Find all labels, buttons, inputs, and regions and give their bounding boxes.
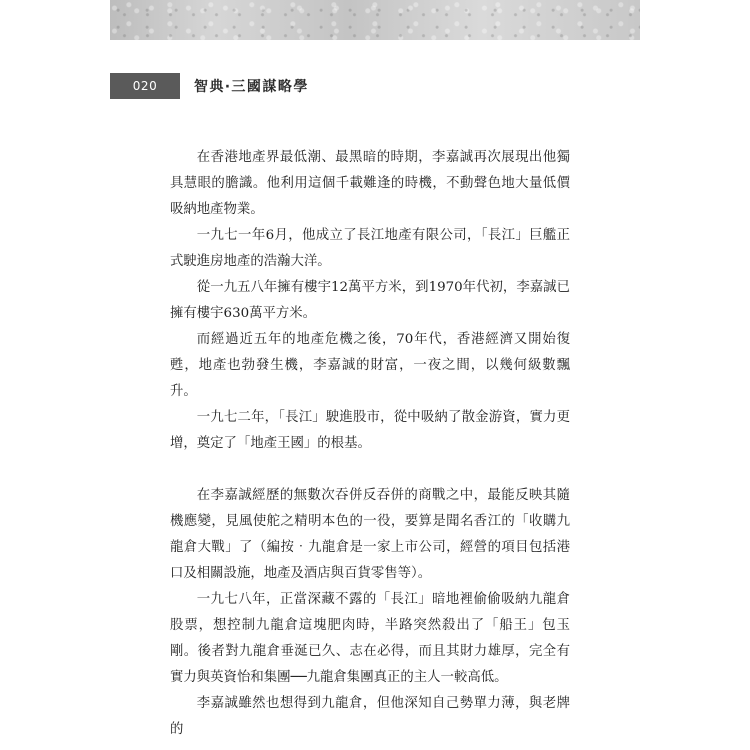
paragraph: 一九七一年6月，他成立了長江地產有限公司，「長江」巨艦正式駛進房地產的浩瀚大洋。 bbox=[170, 228, 570, 269]
book-title: 智典‧三國謀略學 bbox=[194, 79, 309, 95]
paragraph: 李嘉誠雖然也想得到九龍倉，但他深知自己勢單力薄，與老牌的 bbox=[170, 696, 570, 737]
body-text bbox=[170, 145, 570, 743]
paragraph: 在李嘉誠經歷的無數次吞併反吞併的商戰之中，最能反映其隨機應變，見風使舵之精明本色的一役，要算是聞名香江的「收購九龍倉大戰」了（編按‧九龍倉是一家上市公司，經營的項目包括港口及相關設施，地產及酒店與百貨零售等）。 bbox=[170, 488, 570, 581]
page-header bbox=[110, 73, 640, 99]
paragraph: 一九七八年，正當深藏不露的「長江」暗地裡偷偷吸納九龍倉股票，想控制九龍倉這塊肥肉時，半路突然殺出了「船王」包玉剛。後者對九龍倉垂涎已久、志在必得，而且其財力雄厚，完全有實力與英資怡和集團──九龍倉集團真正的主人一較高低。 bbox=[170, 592, 570, 685]
paragraph: 一九七二年，「長江」駛進股市，從中吸納了散金游資，實力更增，奠定了「地產王國」的根基。 bbox=[170, 410, 570, 451]
page-number: 020 bbox=[110, 73, 180, 99]
paragraph: 從一九五八年擁有樓宇12萬平方米，到1970年代初，李嘉誠已擁有樓宇630萬平方米。 bbox=[170, 280, 570, 321]
top-decorative-texture bbox=[110, 0, 640, 40]
paragraph: 而經過近五年的地產危機之後，70年代，香港經濟又開始復甦，地產也勃發生機，李嘉誠的財富，一夜之間，以幾何級數飄升。 bbox=[170, 332, 570, 399]
paragraph: 在香港地產界最低潮、最黑暗的時期，李嘉誠再次展現出他獨具慧眼的膽識。他利用這個千載難逢的時機，不動聲色地大量低價吸納地產物業。 bbox=[170, 150, 570, 217]
